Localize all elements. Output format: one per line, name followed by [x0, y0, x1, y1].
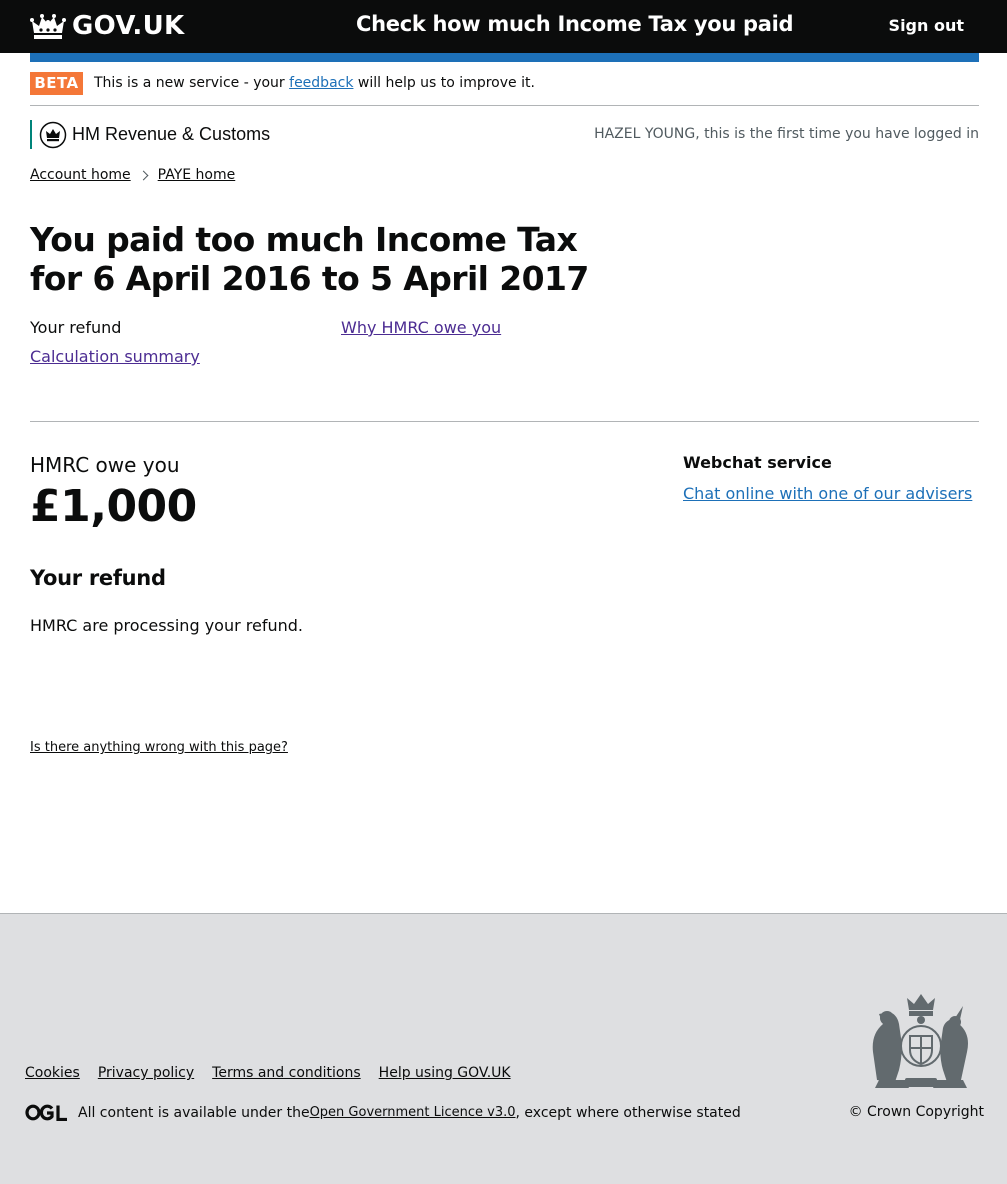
chevron-right-icon: [138, 170, 148, 180]
footer-link-help[interactable]: Help using GOV.UK: [378, 1065, 511, 1081]
logo-text: GOV.UK: [72, 11, 185, 41]
licence-link[interactable]: Open Government Licence v3.0: [309, 1105, 516, 1120]
subnav-why-hmrc-owe-you[interactable]: Why HMRC owe you: [341, 318, 502, 337]
service-name[interactable]: Check how much Income Tax you paid: [356, 12, 794, 36]
footer-links: [25, 1065, 529, 1081]
footer-link-privacy-policy[interactable]: Privacy policy: [97, 1065, 195, 1081]
webchat-link[interactable]: Chat online with one of our advisers: [683, 484, 973, 503]
breadcrumb-account-home[interactable]: Account home: [30, 167, 131, 183]
licence-statement: [25, 1104, 741, 1121]
owe-label: HMRC owe you: [30, 453, 180, 477]
feedback-link[interactable]: feedback: [289, 75, 354, 91]
sign-out-link[interactable]: Sign out: [888, 16, 964, 35]
page-title: You paid too much Income Tax for 6 April 2016 to 5 April 2017: [30, 220, 589, 298]
section-divider: [30, 421, 979, 422]
beta-text-before: This is a new service - your: [94, 75, 290, 91]
header-accent-bar: [30, 53, 979, 62]
refund-status-text: HMRC are processing your refund.: [30, 616, 303, 635]
beta-tag: BETA: [30, 72, 83, 95]
subnav-calculation-summary[interactable]: Calculation summary: [30, 347, 200, 366]
licence-text-after: , except where otherwise stated: [515, 1104, 741, 1121]
hmrc-crest-icon: [39, 121, 67, 149]
organisation-brand: [30, 120, 270, 149]
refund-amount: £1,000: [30, 481, 197, 532]
report-problem-link[interactable]: Is there anything wrong with this page?: [30, 740, 288, 755]
footer: [0, 913, 1007, 1184]
breadcrumb-paye-home[interactable]: PAYE home: [157, 167, 236, 183]
govuk-header: [0, 0, 1007, 53]
subnav-current-your-refund: Your refund: [30, 318, 122, 337]
footer-link-cookies[interactable]: Cookies: [25, 1065, 80, 1081]
beta-text-after: will help us to improve it.: [353, 75, 535, 91]
beta-message: [94, 75, 535, 91]
licence-text-before: All content is available under the: [78, 1104, 310, 1121]
beta-banner: [30, 72, 979, 106]
govuk-logo-link[interactable]: [30, 10, 184, 42]
login-message: HAZEL YOUNG, this is the first time you have logged in: [594, 126, 979, 142]
webchat-heading: Webchat service: [683, 453, 832, 472]
organisation-name: HM Revenue & Customs: [72, 124, 271, 144]
crown-copyright-link[interactable]: © Crown Copyright: [848, 1104, 984, 1120]
crown-icon: [30, 11, 66, 41]
royal-arms-crest: [857, 990, 985, 1094]
breadcrumb: [30, 167, 235, 183]
footer-link-terms[interactable]: Terms and conditions: [212, 1065, 361, 1081]
ogl-logo: [25, 1104, 68, 1121]
refund-heading: Your refund: [30, 566, 166, 590]
